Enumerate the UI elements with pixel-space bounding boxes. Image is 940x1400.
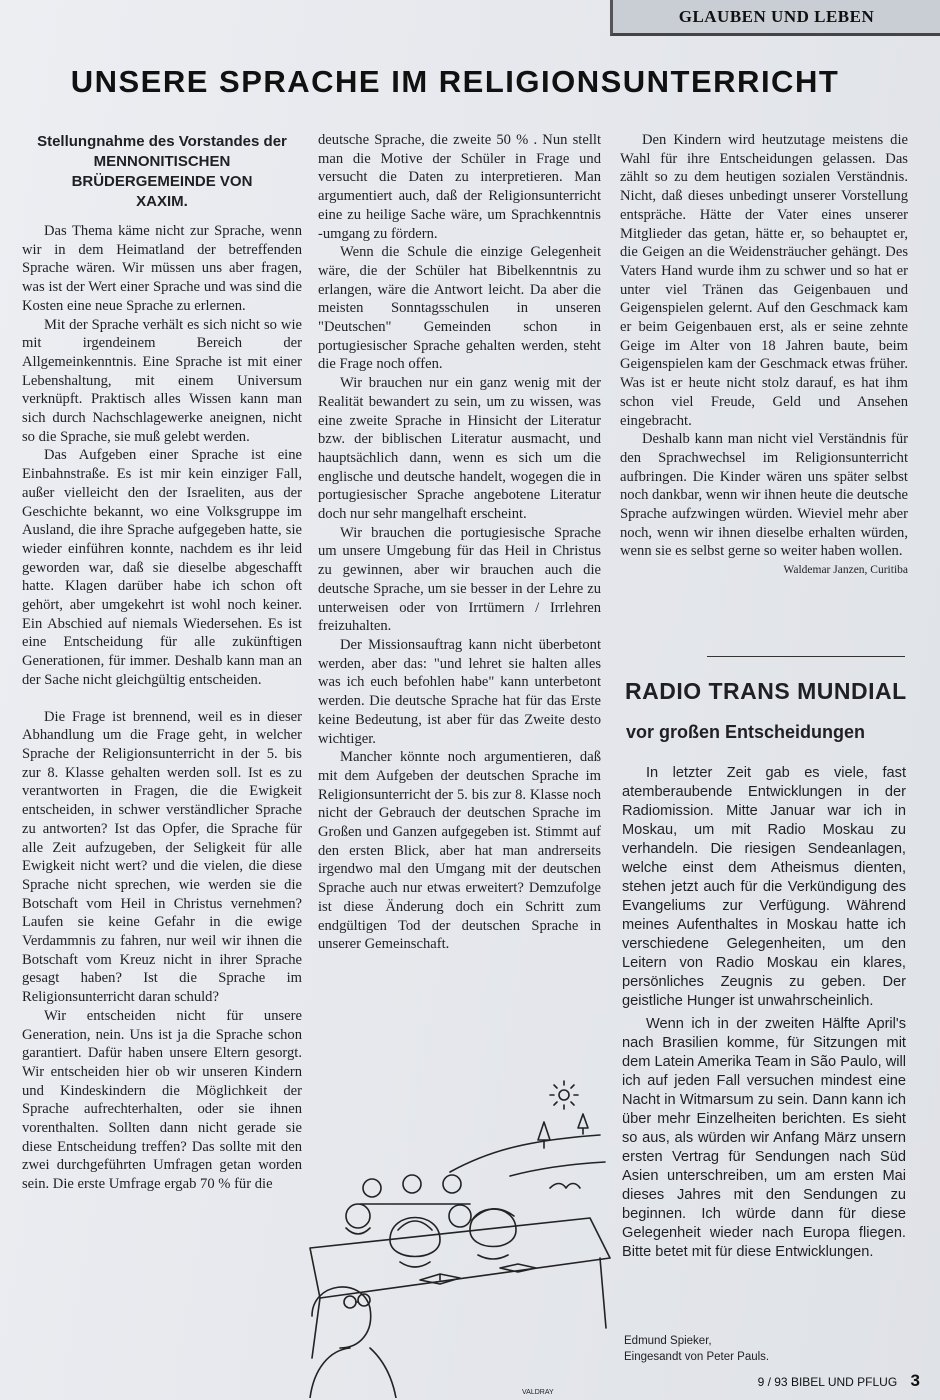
paragraph: Deshalb kann man nicht viel Verständnis für den Sprachwechsel im Religionsunterricht aufbringen. Die Kinder wären uns später selbst noch dankbar, wenn wir ihnen heute die deutsche Sprache aufzwingen würden. Wieviel mehr aber noch, wenn wir ihnen dieselbe erhalten würden, wenn sie es selbst gerne so weiter haben wollen. (620, 431, 908, 560)
paragraph: deutsche Sprache, die zweite 50 % . Nun stellt man die Motive der Schüler in Frage und versucht die Daten zu interpretieren. Man argumentiert auch, daß der Religionsunterricht eine zu heilige Sache wäre, um Sprachkenntnis -umgang zu fördern. (318, 132, 601, 242)
article-heading (22, 132, 302, 212)
paragraph: Wir brauchen nur ein ganz wenig mit der Realität bewandert zu sein, um zu wissen, was eine zweite Sprache in Hinsicht der Literatur bzw. der biblischen Literatur ausmacht, und hauptsächlich dann, wenn es sich um die englische und deutsche handelt, wogegen die in portugiesischer Sprache angebotene Literatur doch nur sehr mangelhaft erscheint. (318, 375, 601, 523)
paragraph: In letzter Zeit gab es viele, fast atemberaubende Entwicklungen in der Radiomission. Mitte Januar war ich in Moskau, um mit Radio Moskau zu verhandeln. Die riesigen Sendeanlagen, welche einst dem Atheismus dienten, stehen jetzt auch für die Verkündigung des Evangeliums zur Verfügung. Während meines Aufenthaltes in Moskau hatte ich verschiedene Gelegenheiten, um den Leitern von Radio Moskau ein klares, persönliches Zeugnis zu geben. Der geistliche Hunger ist unwahrscheinlich. (622, 765, 906, 1009)
magazine-name: BIBEL UND PFLUG (790, 1375, 898, 1389)
heading-line: Stellungnahme des Vorstandes der (37, 133, 287, 150)
paragraph: Mit der Sprache verhält es sich nicht so wie mit irgendeinem Bereich der Allgemeinkenntnis. Eine Sprache ist mit einer Lebenshaltung, mit einem Universum verknüpft. Praktisch alles Wissen kann man sich durch Nachschlagewerke aneignen, nicht so die Sprache, sie muß gelebt werden. (22, 316, 302, 445)
paragraph: Den Kindern wird heutzutage meistens die Wahl für ihre Entscheidungen gelassen. Das zählt so zu dem heutigen sozialen Verständnis. Nicht, daß dieses unbedingt unserer Vorstellung entspräche. Hätte der Vater eines unserer Mitglieder das getan, hätte er, so behauptet er, die Geigen an die Weidensträucher gehängt. Des Vaters Hand wurde ihm zu schwer und so hat er unter viel Tränen das Geigenbauen und Geigenspielen gelernt. Auf den Geschmack kam er beim Geigenbauen erst, als er seine zehnte Geige im Alter von 18 Jahren baute, beim Geigenspielen kam der Geschmack etwas früher. Was ist er heute nicht stolz darauf, es hat ihm schon viel Freude, Geld und Ansehen eingebracht. (620, 132, 908, 429)
paragraph: Die Frage ist brennend, weil es in dieser Abhandlung um die Frage geht, in welcher Sprache der Religionsunterricht in der 5. bis zur 8. Klasse gehalten werden soll. Ist es zu verantworten in Fragen, die die Ewigkeit entscheiden, in schwer verständlicher Sprache zu antworten? Ist das Opfer, die Sprache für alle Zeit aufzugeben, der Seligkeit für alle Ewigkeit nicht wert? und die vielen, die diese Sprache nicht sprechen, wie werden sie die Botschaft vom Heil in Christus vernehmen? Laufen sie keine Gefahr in die ewige Verdammnis zu fahren, nur weil wir ihnen die Botschaft vom Kreuz nicht in ihrer Sprache gesagt haben? Ist die Sprache im Religionsunterricht daran schuld? (22, 708, 302, 1006)
radio-signature (624, 1333, 769, 1365)
radio-article-body (622, 764, 906, 1262)
article-title: RADIO TRANS MUNDIAL (625, 678, 907, 704)
paragraph: Der Missionsauftrag kann nicht überbetont werden, aber das: "und lehret sie halten alles was ich euch befohlen habe" kann unterbetont werden. Die deutsche Sprache hat für das Erste keine Bedeutung, ist aber für das Zweite desto wichtiger. (318, 636, 601, 747)
divider (707, 656, 905, 657)
article-column-1 (22, 132, 302, 1194)
paragraph: Mancher könnte noch argumentieren, daß mit dem Aufgeben der deutschen Sprache im Religionsunterricht der 5. bis zur 8. Klasse noch nicht der Gebrauch der deutschen Sprache im Großen und Ganzen aufgegeben ist. Stimmt auf den ersten Blick, aber hat man andrerseits irgendwo mal den Umgang mit der deutschen Sprache auch nur etwas erweitert? Demzufolge ist diese Änderung doch ein Schritt zum endgültigen Tod der deutschen Sprache in unserer Gemeinschaft. (318, 749, 601, 953)
article-column-2 (318, 131, 601, 954)
article-subtitle: vor großen Entscheidungen (626, 722, 866, 742)
heading-line: XAXIM. (136, 193, 188, 210)
paragraph: Wenn die Schule die einzige Gelegenheit wäre, die der Schüler hat Bibelkenntnis zu erlangen, wäre die Antwort leicht. Da aber die meisten Sonntagsschulen in unseren "Deutschen" Gemeinden schon in portugiesischer Sprache gehalten werden, steht die Frage noch offen. (318, 244, 601, 373)
signature-note: Eingesandt von Peter Pauls. (624, 1351, 770, 1363)
paragraph: Das Aufgeben einer Sprache ist eine Einbahnstraße. Es ist mir kein einziger Fall, außer vielleicht den der Israeliten, aus der Geschichte bekannt, wo eine Volksgruppe im Ausland, die ihre Sprache aufgegeben hatte, sie wieder einführen konnte, nachdem es ihr leid geworden war, daß sie dieselbe abgeschafft hatte. Klagen darüber habe ich schon oft gehört, aber umgekehrt ist wohl noch keiner. Ein Abschied auf niemals Wiedersehen. Es ist eine Entscheidung für alle zukünftigen Generationen, für immer. Deshalb kann man an der Sache nicht gleichgültig entscheiden. (22, 447, 302, 688)
section-label: GLAUBEN UND LEBEN (610, 0, 940, 36)
issue-number: 9 / 93 (757, 1375, 788, 1389)
heading-line: BRÜDERGEMEINDE VON (71, 173, 253, 190)
page-footer (758, 1371, 920, 1391)
paragraph: Das Thema käme nicht zur Sprache, wenn wir in dem Heimatland der betreffenden Sprache wären. Wir müssen uns aber fragen, was ist der Wert einer Sprache und was sind die Kosten eine neue Sprache zu erlernen. (22, 223, 302, 314)
paragraph: Wir brauchen die portugiesische Sprache um unsere Umgebung für das Heil in Christus zu gewinnen, aber wir brauchen auch die deutsche Sprache, um sie besser in der Lehre zu unterweisen oder von Irrtümern / Irrlehren freizuhalten. (318, 524, 601, 635)
paragraph: Wenn ich in der zweiten Hälfte April's nach Brasilien komme, für Sitzungen mit dem Latein Amerika Team in São Paulo, will ich auf jeden Fall versuchen mindest eine Nacht in Witmarsum zu sein. Dann kann ich über mehr Einzelheiten berichten. Es sieht so aus, als würden wir Anfang März unsern ersten Vertrag für Sendungen nach Süd Asien unterschreiben, um am ersten Mai dieses Jahres mit den Sendungen zu beginnen. Ich würde dann für diese Gelegenheit wieder nach Europa fliegen. Bitte betet mit für diese Entwicklungen. (622, 1016, 906, 1260)
page-title: UNSERE SPRACHE IM RELIGIONSUNTERRICHT (70, 64, 840, 99)
paragraph: Wir entscheiden nicht für unsere Generation, nein. Uns ist ja die Sprache schon garantiert. Dafür haben unsere Eltern gesorgt. Wir entscheiden hier ob wir unseren Kindern und Kindeskindern die Möglichkeit der Sprache aufrechterhalten, oder sie ihnen vorenthalten. Sollten dann nicht gerade sie diese Entscheidung treffen? Das sollte mit den zwei durchgeführten Umfragen getan worden sein. Die erste Umfrage ergab 70 % für die (22, 1007, 302, 1193)
heading-line: MENNONITISCHEN (93, 153, 231, 170)
author-signature: Waldemar Janzen, Curitiba (783, 564, 908, 577)
artist-mark: VALDRAY (522, 1389, 554, 1396)
page-number: 3 (910, 1371, 920, 1390)
signature-name: Edmund Spieker, (624, 1335, 712, 1347)
classroom-sketch-icon (300, 1080, 620, 1398)
article-column-3 (620, 131, 908, 580)
